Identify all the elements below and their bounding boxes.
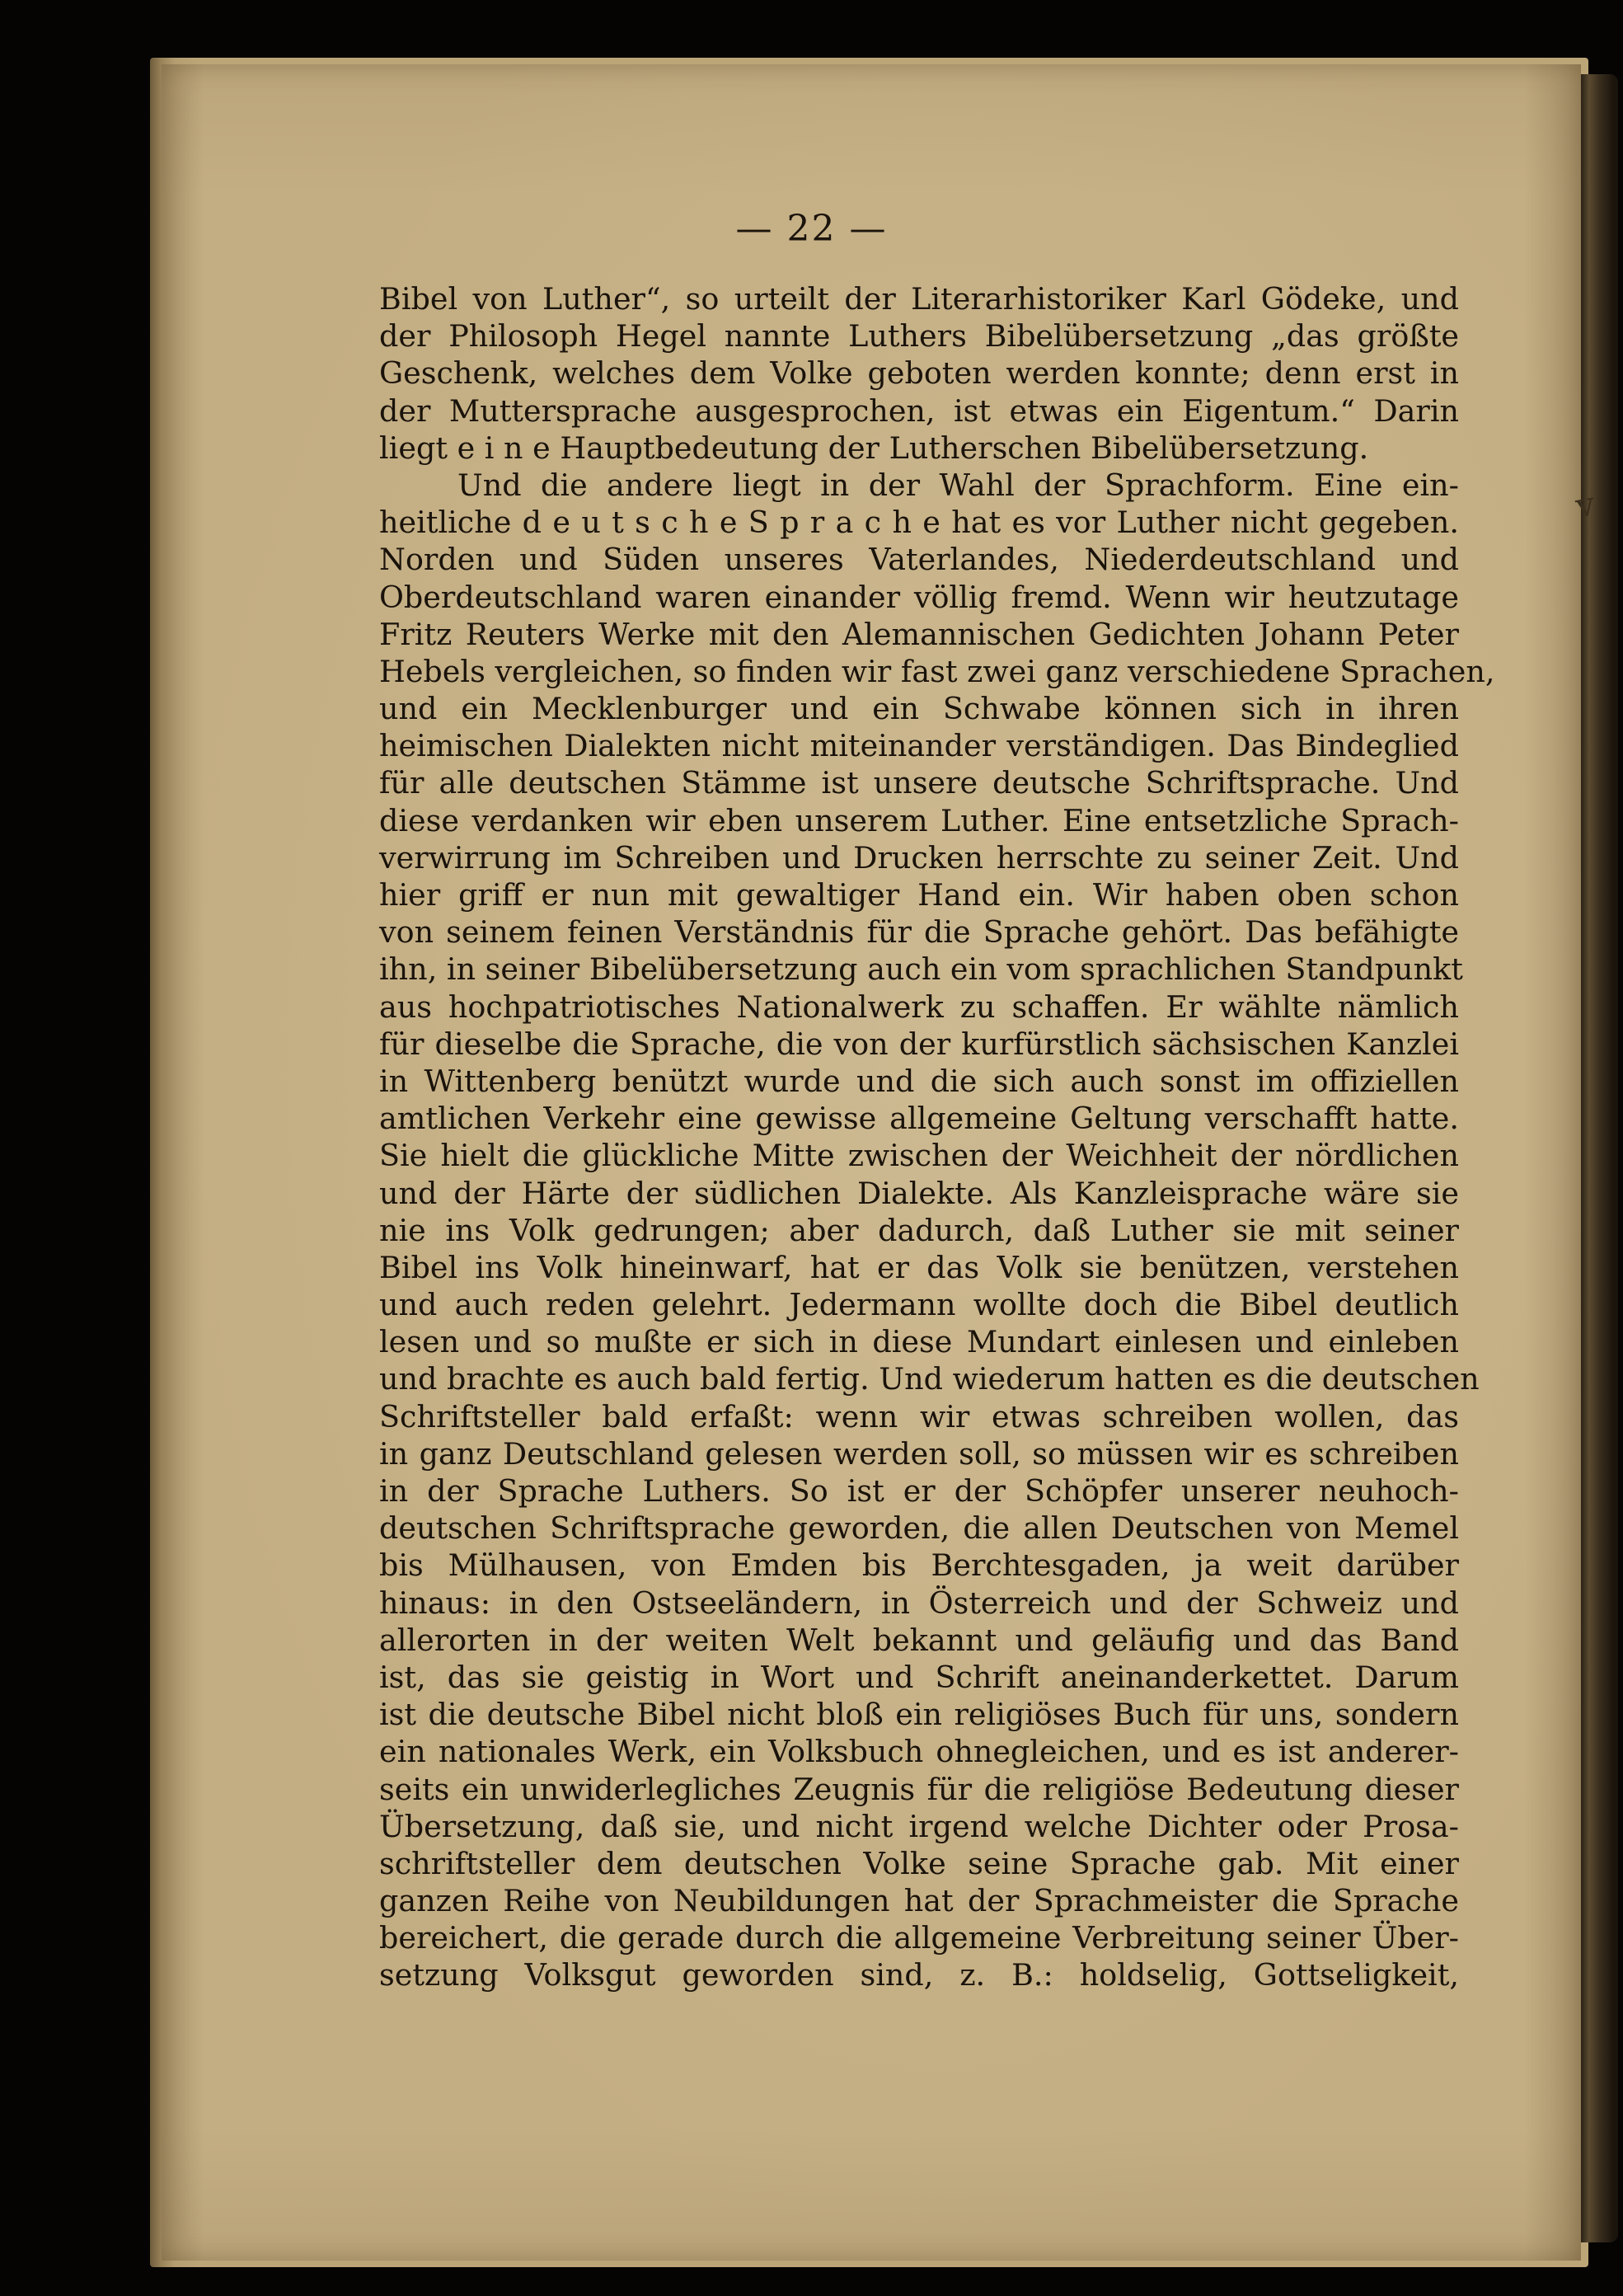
text-line: der Muttersprache ausgesprochen, ist etwas ein Eigentum.“ Darin (379, 392, 1459, 429)
text-line: Bibel ins Volk hineinwarf, hat er das Volk sie benützen, verstehen (379, 1249, 1459, 1285)
text-line: amtlichen Verkehr eine gewisse allgemeine Geltung verschafft hatte. (379, 1101, 1459, 1137)
text-line: Hebels vergleichen, so finden wir fast zwei ganz verschiedene Sprachen, (379, 653, 1495, 689)
text-line: und ein Mecklenburger und ein Schwabe können sich in ihren (379, 691, 1459, 727)
text-line: der Philosoph Hegel nannte Luthers Bibelübersetzung „das größte (379, 318, 1459, 354)
text-line: ein nationales Werk, ein Volksbuch ohnegleichen, und es ist anderer- (379, 1734, 1459, 1770)
text-line: Norden und Süden unseres Vaterlandes, Niederdeutschland und (379, 542, 1459, 578)
text-line: für alle deutschen Stämme ist unsere deutsche Schriftsprache. Und (379, 765, 1459, 801)
text-line: lesen und so mußte er sich in diese Mundart einlesen und einleben (379, 1324, 1459, 1360)
text-line: Sie hielt die glückliche Mitte zwischen der Weichheit der nördlichen (379, 1138, 1459, 1174)
text-line: verwirrung im Schreiben und Drucken herrschte zu seiner Zeit. Und (379, 839, 1459, 876)
text-line: in Wittenberg benützt wurde und die sich auch sonst im offiziellen (379, 1063, 1459, 1099)
text-line: liegt e i n e Hauptbedeutung der Lutherschen Bibelübersetzung. (379, 430, 1369, 466)
text-line: hinaus: in den Ostseeländern, in Österreich und der Schweiz und (379, 1585, 1459, 1621)
text-line: deutschen Schriftsprache geworden, die allen Deutschen von Memel (379, 1510, 1459, 1547)
text-line: und brachte es auch bald fertig. Und wiederum hatten es die deutschen (379, 1361, 1480, 1397)
text-line: setzung Volksgut geworden sind, z. B.: holdselig, Gottseligkeit, (379, 1957, 1459, 1993)
text-line: seits ein unwiderlegliches Zeugnis für die religiöse Bedeutung dieser (379, 1771, 1459, 1807)
text-line: Schriftsteller bald erfaßt: wenn wir etwas schreiben wollen, das (379, 1398, 1459, 1434)
text-line: heimischen Dialekten nicht miteinander verständigen. Das Bindeglied (379, 728, 1459, 764)
text-line: bis Mülhausen, von Emden bis Berchtesgaden, ja weit darüber (379, 1547, 1459, 1584)
text-line: Übersetzung, daß sie, und nicht irgend welche Dichter oder Prosa- (379, 1808, 1459, 1844)
text-line: ist, das sie geistig in Wort und Schrift aneinanderkettet. Darum (379, 1659, 1459, 1695)
text-line: Und die andere liegt in der Wahl der Sprachform. Eine ein- (457, 467, 1459, 503)
book-edge (1581, 74, 1618, 2242)
text-line: und auch reden gelehrt. Jedermann wollte doch die Bibel deutlich (379, 1287, 1459, 1323)
text-line: heitliche d e u t s c h e S p r a c h e hat es vor Luther nicht gegeben. (379, 505, 1459, 541)
text-line: Fritz Reuters Werke mit den Alemannischen Gedichten Johann Peter (379, 616, 1459, 652)
text-line: Geschenk, welches dem Volke geboten werden konnte; denn erst in (379, 355, 1459, 392)
text-line: in ganz Deutschland gelesen werden soll, so müssen wir es schreiben (379, 1435, 1459, 1472)
text-line: in der Sprache Luthers. So ist er der Schöpfer unserer neuhoch- (379, 1473, 1459, 1509)
text-line: hier griff er nun mit gewaltiger Hand ein. Wir haben oben schon (379, 877, 1459, 913)
text-line: Oberdeutschland waren einander völlig fremd. Wenn wir heutzutage (379, 579, 1459, 615)
text-line: Bibel von Luther“, so urteilt der Literarhistoriker Karl Gödeke, und (379, 281, 1459, 317)
text-line: von seinem feinen Verständnis für die Sprache gehört. Das befähigte (379, 914, 1459, 951)
margin-mark: v (1573, 485, 1598, 526)
text-line: ihn, in seiner Bibelübersetzung auch ein vom sprachlichen Standpunkt (379, 951, 1463, 988)
page-number: — 22 — (735, 208, 888, 250)
text-line: und der Härte der südlichen Dialekte. Als Kanzleisprache wäre sie (379, 1175, 1459, 1211)
text-line: diese verdanken wir eben unserem Luther. Eine entsetzliche Sprach- (379, 802, 1459, 838)
text-line: aus hochpatriotisches Nationalwerk zu schaffen. Er wählte nämlich (379, 988, 1459, 1025)
text-line: allerorten in der weiten Welt bekannt und geläufig und das Band (379, 1622, 1459, 1658)
text-line: nie ins Volk gedrungen; aber dadurch, daß Luther sie mit seiner (379, 1212, 1459, 1248)
body-text (379, 280, 1495, 1994)
text-line: für dieselbe die Sprache, die von der kurfürstlich sächsischen Kanzlei (379, 1026, 1459, 1062)
text-line: schriftsteller dem deutschen Volke seine Sprache gab. Mit einer (379, 1845, 1459, 1881)
text-line: ist die deutsche Bibel nicht bloß ein religiöses Buch für uns, sondern (379, 1697, 1459, 1733)
text-line: bereichert, die gerade durch die allgemeine Verbreitung seiner Über- (379, 1920, 1459, 1956)
text-line: ganzen Reihe von Neubildungen hat der Sprachmeister die Sprache (379, 1883, 1459, 1919)
